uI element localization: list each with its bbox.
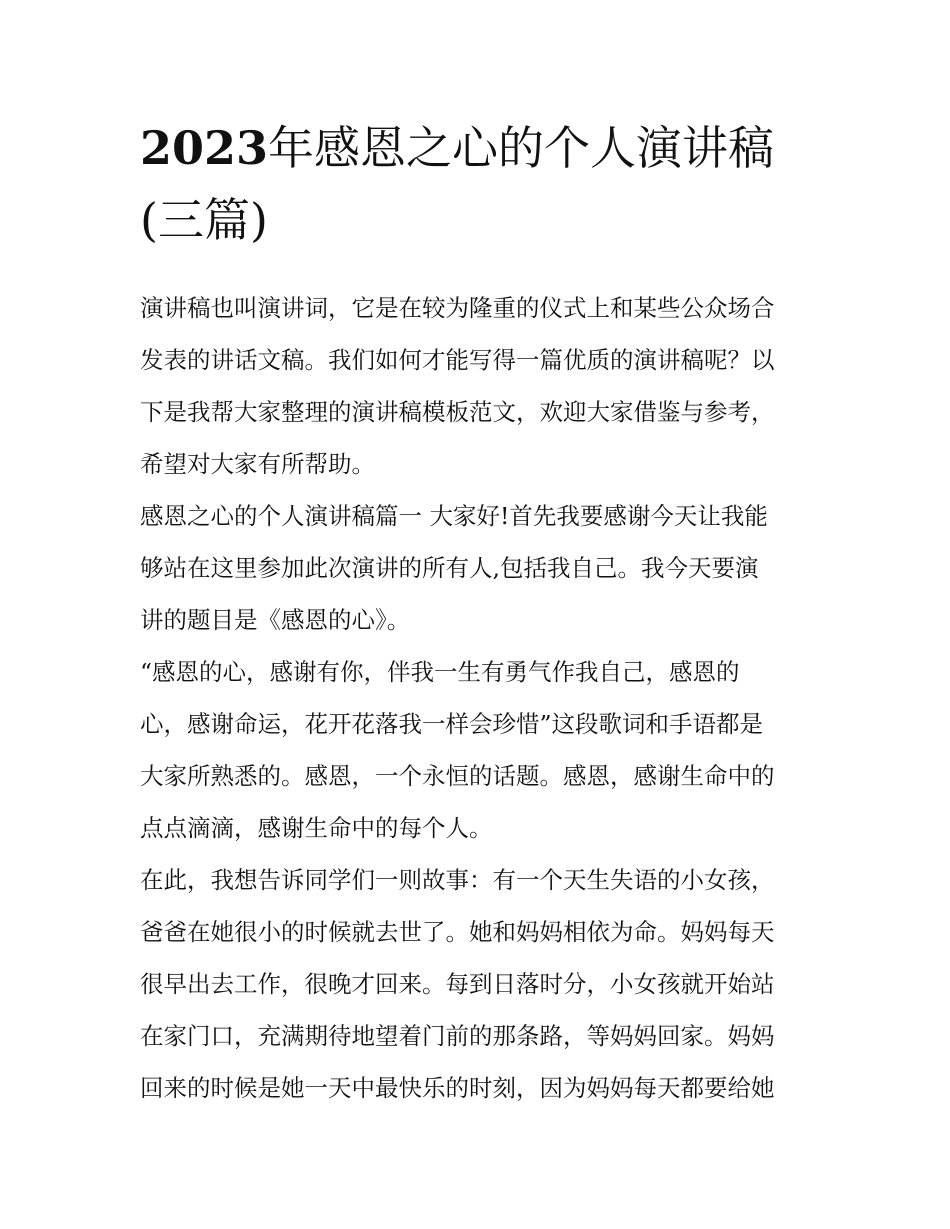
- title-line-2: (三篇): [140, 193, 268, 247]
- document-body: [140, 282, 820, 1114]
- body-line: 大家所熟悉的。感恩，一个永恒的话题。感恩，感谢生命中的: [140, 762, 775, 790]
- body-line: 心，感谢命运，花开花落我一样会珍惜”这段歌词和手语都是: [140, 710, 764, 738]
- body-line: 点点滴滴，感谢生命中的每个人。: [140, 814, 493, 842]
- body-line: 很早出去工作，很晚才回来。每到日落时分，小女孩就开始站: [140, 970, 775, 998]
- title-year: 2023: [140, 121, 269, 175]
- title-text: 年感恩之心的个人演讲稿: [268, 121, 775, 175]
- body-line: 下是我帮大家整理的演讲稿模板范文，欢迎大家借鉴与参考，: [140, 398, 775, 426]
- body-line: 发表的讲话文稿。我们如何才能写得一篇优质的演讲稿呢？以: [140, 346, 775, 374]
- body-line: 够站在这里参加此次演讲的所有人,包括我自己。我今天要演: [140, 554, 759, 582]
- body-line: 爸爸在她很小的时候就去世了。她和妈妈相依为命。妈妈每天: [140, 918, 775, 946]
- body-line: “感恩的心，感谢有你，伴我一生有勇气作我自己，感恩的: [140, 658, 740, 686]
- title-line-1: [140, 112, 820, 184]
- document-title: [140, 112, 820, 256]
- body-line: 希望对大家有所帮助。: [140, 450, 375, 478]
- body-line: 回来的时候是她一天中最快乐的时刻，因为妈妈每天都要给她: [140, 1074, 775, 1102]
- body-line: 在家门口，充满期待地望着门前的那条路，等妈妈回家。妈妈: [140, 1022, 775, 1050]
- body-line: 讲的题目是《感恩的心》。: [140, 606, 411, 634]
- body-line: 在此，我想告诉同学们一则故事：有一个天生失语的小女孩，: [140, 866, 775, 894]
- body-line: 感恩之心的个人演讲稿篇一 大家好!首先我要感谢今天让我能: [140, 502, 768, 530]
- body-line: 演讲稿也叫演讲词，它是在较为隆重的仪式上和某些公众场合: [140, 294, 775, 322]
